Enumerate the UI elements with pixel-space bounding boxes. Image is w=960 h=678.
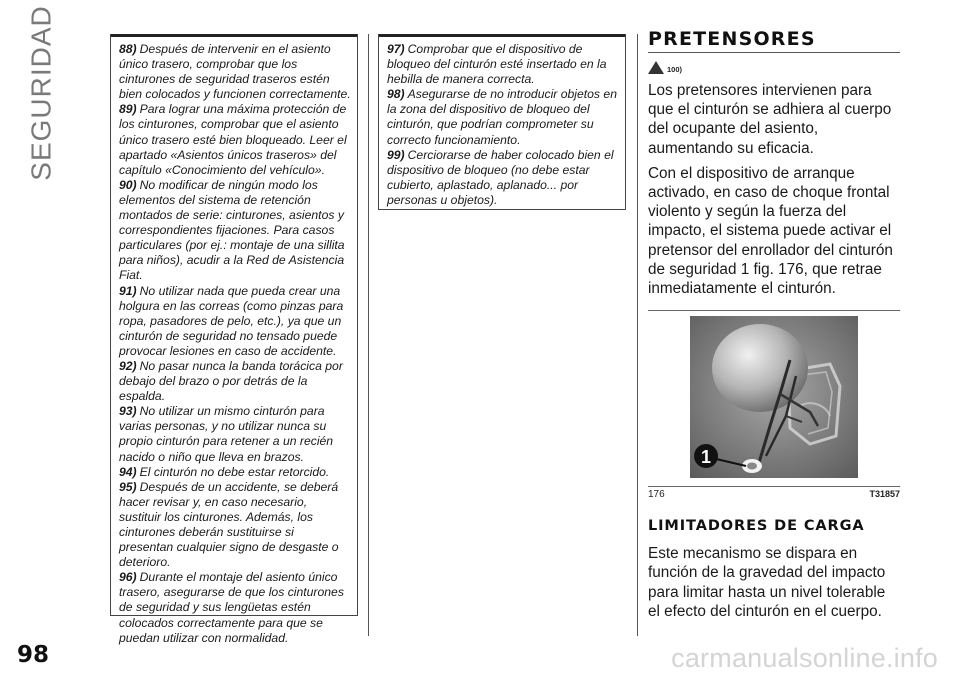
- note-text: No utilizar un mismo cinturón para varias personas, y no utilizar nunca su propio cinturón para retener a un recién nacido o niño que lleva en brazos.: [119, 404, 334, 464]
- section-heading: PRETENSORES: [648, 28, 900, 53]
- note-number: 94): [119, 464, 137, 479]
- note-number: 93): [119, 404, 137, 419]
- note-text: Para lograr una máxima protección de los cinturones, comprobar que el asiento único trasero esté bien bloqueado. Leer el apartado «Asientos únicos traseros» del capítulo «Conocimiento del vehículo».: [119, 102, 347, 177]
- callout-label: 1: [700, 447, 712, 468]
- page-number: 98: [17, 642, 50, 668]
- figure-176: [648, 310, 900, 500]
- warning-notes-right: [378, 34, 626, 210]
- note-text: Cerciorarse de haber colocado bien el dispositivo de bloqueo (no debe estar cubierto, aplastado, aplanado... por personas u objetos).: [387, 147, 614, 207]
- note-number: 96): [119, 570, 137, 585]
- note-number: 89): [119, 102, 137, 117]
- note-number: 90): [119, 177, 137, 192]
- note-number: 92): [119, 358, 137, 373]
- note-text: No pasar nunca la banda torácica por debajo del brazo o por detrás de la espalda.: [119, 358, 343, 404]
- paragraph: Este mecanismo se dispara en función de la gravedad del impacto para limitar hasta un nivel tolerable el efecto del cinturón en el cuerpo.: [648, 545, 886, 620]
- paragraph: Los pretensores intervienen para que el cinturón se adhiera al cuerpo del ocupante del asiento, aumentando su eficacia.: [648, 82, 892, 157]
- pretensores-column: [648, 28, 900, 621]
- note-number: 95): [119, 479, 137, 494]
- note-text: Después de intervenir en el asiento único trasero, comprobar que los cinturones de seguridad traseros estén bien colocados y funcionen correctamente.: [119, 42, 351, 102]
- figure-rule: [648, 486, 900, 487]
- note-text: Asegurarse de no introducir objetos en la zona del dispositivo de bloqueo del cinturón, que podrían comprometer su correcto funcionamiento.: [387, 87, 617, 147]
- column-divider-right: [637, 34, 638, 636]
- note-98: [387, 87, 619, 147]
- note-number: 99): [387, 147, 405, 162]
- note-97: [387, 42, 619, 87]
- note-text: Durante el montaje del asiento único trasero, asegurarse de que los cinturones de seguridad y sus lengüetas estén colocados correctamente para que se puedan utilizar con normalidad.: [119, 570, 344, 645]
- note-89: [119, 102, 351, 177]
- note-text: No utilizar nada que pueda crear una holgura en las correas (como pinzas para ropa, pasadores de pelo, etc.), ya que un cinturón de seguridad no tensado puede provocar lesiones en caso de accidente.: [119, 283, 344, 358]
- warning-notes-left: [110, 34, 358, 645]
- note-text: El cinturón no debe estar retorcido.: [139, 464, 330, 479]
- note-90: [119, 178, 351, 284]
- subsection-heading: LIMITADORES DE CARGA: [648, 518, 865, 535]
- paragraph: Con el dispositivo de arranque activado, en caso de choque frontal violento y según la fuerza del impacto, el sistema puede activar el pretensor del enrollador del cinturón de seguridad 1 fig. 176, que retrae inmediatamente el cinturón.: [648, 164, 893, 298]
- warning-triangle-icon: [648, 61, 664, 74]
- warning-ref-number: 100): [667, 64, 683, 74]
- figure-number: 176: [648, 489, 665, 501]
- note-number: 91): [119, 283, 137, 298]
- watermark: carmanualsonline.info: [671, 643, 938, 673]
- note-94: [119, 465, 351, 480]
- note-number: 97): [387, 42, 405, 56]
- note-99: [387, 148, 619, 208]
- section-tab: [14, 5, 70, 181]
- note-96: [119, 570, 351, 645]
- warning-reference: [648, 59, 900, 75]
- note-88: [119, 42, 351, 102]
- pretensioner-illustration: [690, 316, 858, 478]
- note-92: [119, 359, 351, 404]
- note-91: [119, 284, 351, 359]
- note-text: No modificar de ningún modo los elementos del sistema de retención montados de serie: cinturones, asientos y correspondientes fijaciones. Para casos particulares (por ej.: montaje de una sillita para niños), acudir a la Red de Asistencia Fiat.: [119, 177, 345, 283]
- section-label: SEGURIDAD: [26, 5, 57, 181]
- note-number: 98): [387, 87, 405, 102]
- figure-code: T31857: [869, 489, 900, 500]
- figure-caption: [648, 489, 900, 500]
- note-93: [119, 404, 351, 464]
- note-text: Comprobar que el dispositivo de bloqueo del cinturón esté insertado en la hebilla de manera correcta.: [387, 42, 607, 87]
- note-95: [119, 480, 351, 571]
- note-number: 88): [119, 42, 137, 56]
- note-text: Después de un accidente, se deberá hacer revisar y, en caso necesario, sustituir los cinturones. Además, los cinturones deberán sustituirse si presentan cualquier signo de desgaste o deterioro.: [119, 479, 339, 570]
- column-divider-left: [368, 34, 369, 636]
